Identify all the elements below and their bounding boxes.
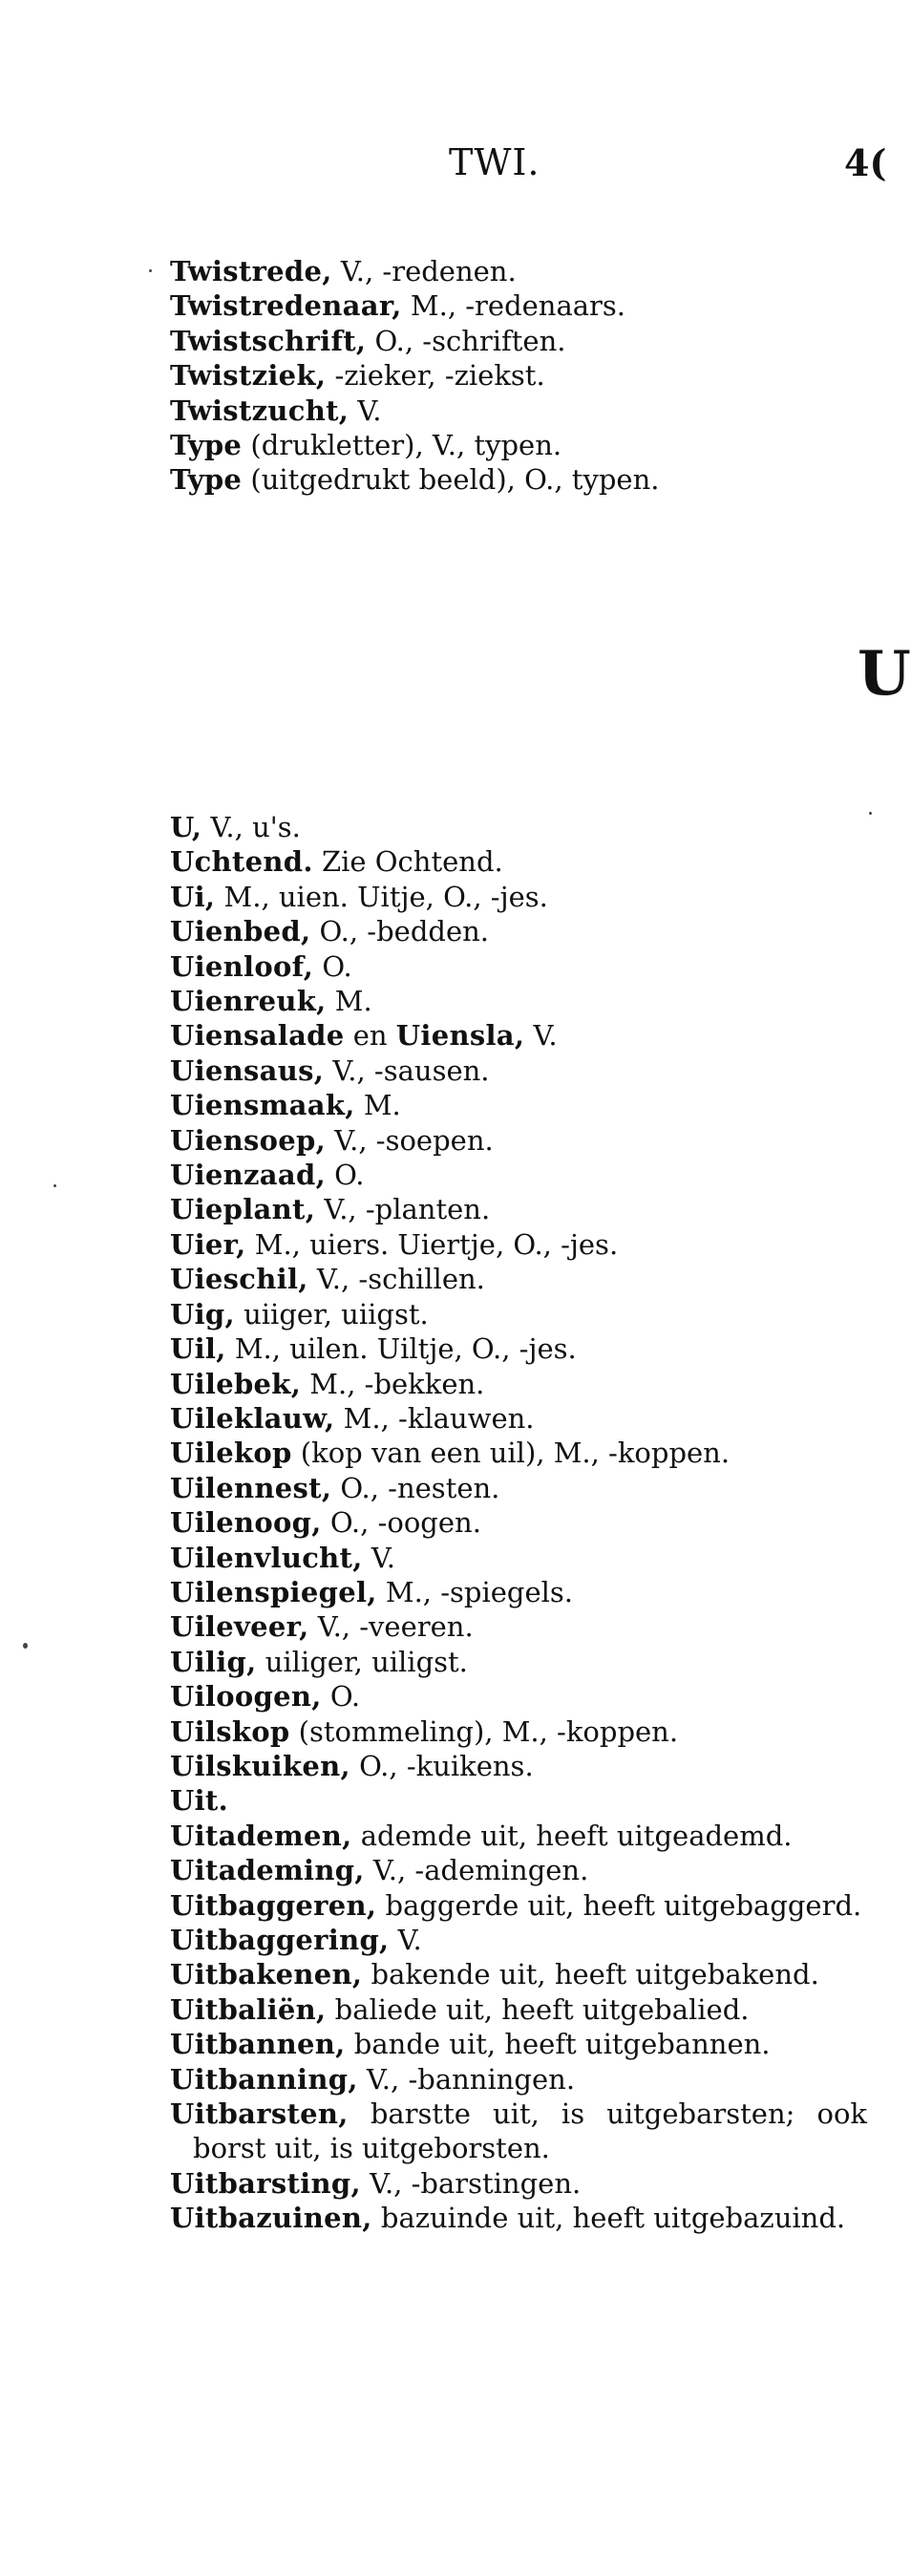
entry-headword: Uilebek, [170, 1367, 302, 1400]
entry-definition: bande uit, heeft uitgebannen. [345, 2028, 771, 2061]
dictionary-entry [170, 1888, 867, 1923]
dictionary-entry [170, 462, 867, 497]
entry-definition: M., uien. Uitje, O., -jes. [215, 880, 548, 913]
entry-headword: Uiensmaak, [170, 1089, 355, 1122]
entry-definition: O. [325, 1159, 365, 1192]
entry-definition: V., -soepen. [326, 1123, 494, 1157]
dictionary-entry [170, 1923, 867, 1957]
entry-definition: O. [313, 949, 352, 983]
entry-headword: Uilekop [170, 1437, 292, 1470]
entry-headword: Twistziek, [170, 359, 327, 393]
dictionary-entry [170, 949, 867, 984]
entry-definition: bakende uit, heeft uitgebakend. [362, 1958, 819, 1991]
section-letter: U [858, 638, 911, 710]
dictionary-entry [170, 1018, 867, 1053]
dictionary-entry [170, 1192, 867, 1226]
entry-definition: V. [389, 1924, 422, 1956]
dictionary-entry [170, 1331, 867, 1366]
entry-headword: Uileveer, [170, 1610, 309, 1644]
dictionary-entry [170, 1123, 867, 1158]
entry-definition: M., -spiegels. [376, 1575, 574, 1608]
entry-definition: V. [362, 1541, 395, 1574]
entry-headword: Uienbed, [170, 915, 311, 948]
dictionary-entry [170, 1992, 867, 2027]
entry-definition: V., -redenen. [331, 255, 517, 287]
entry-definition: M., -redenaars. [401, 289, 626, 323]
scan-speck [23, 1643, 28, 1649]
entry-definition: O., -kuikens. [350, 1749, 534, 1782]
entry-definition: O., -bedden. [310, 915, 490, 948]
entry-headword: Uitademing, [170, 1854, 365, 1887]
entry-headword: Uiensalade [170, 1019, 345, 1053]
entry-headword: Uig, [170, 1297, 235, 1331]
dictionary-entry [170, 1505, 867, 1540]
entry-definition: baliede uit, heeft uitgebalied. [326, 1992, 750, 2026]
entry-definition: V., -schillen. [307, 1263, 485, 1296]
dictionary-entry [170, 1645, 867, 1679]
dictionary-entry [170, 1471, 867, 1505]
entry-list-u [170, 810, 867, 2236]
dictionary-entry [170, 1819, 867, 1853]
entry-definition: baggerde uit, heeft uitgebaggerd. [376, 1888, 862, 1922]
entry-list-twi [170, 254, 867, 498]
scan-speck [149, 269, 152, 272]
entry-definition: bazuinde uit, heeft uitgebazuind. [371, 2202, 846, 2235]
entry-headword: Uitbazuinen, [170, 2202, 372, 2235]
entry-headword: Uitbaggering, [170, 1924, 390, 1956]
entry-headword: Uieplant, [170, 1193, 316, 1226]
dictionary-entry [170, 2027, 867, 2061]
scan-speck [869, 812, 872, 815]
entry-headword: Uitbaliën, [170, 1992, 327, 2026]
entry-definition: M., uilen. Uiltje, O., -jes. [225, 1332, 577, 1366]
dictionary-entry [170, 1957, 867, 1991]
dictionary-entry [170, 1436, 867, 1470]
dictionary-entry [170, 1297, 867, 1331]
running-header-title: TWI. [449, 141, 540, 183]
entry-definition: uiiger, uiigst. [234, 1297, 429, 1331]
entry-headword: Uienzaad, [170, 1159, 326, 1192]
dictionary-entry [170, 1679, 867, 1714]
entry-definition: V., -planten. [315, 1193, 491, 1226]
entry-headword: Uienreuk, [170, 985, 327, 1018]
entry-headword-alt: Uiensla, [395, 1019, 525, 1053]
entry-headword: Uilig, [170, 1645, 257, 1678]
entry-headword: Uitademen, [170, 1819, 352, 1852]
entry-definition-alt: V. [524, 1019, 558, 1053]
entry-definition: M. [354, 1089, 401, 1122]
entry-definition: M., -klauwen. [334, 1401, 535, 1435]
entry-headword: Uilennest, [170, 1471, 332, 1504]
entry-definition: (stommeling), M., -koppen. [289, 1714, 679, 1748]
entry-definition: M. [326, 985, 372, 1018]
dictionary-entry [170, 1853, 867, 1887]
entry-headword: Uilenoog, [170, 1506, 322, 1540]
dictionary-entry [170, 394, 867, 428]
entry-definition: O., -schriften. [366, 324, 566, 357]
entry-headword: Uilskuiken, [170, 1749, 350, 1782]
entry-definition: V., -ademingen. [364, 1854, 589, 1887]
entry-headword: Uitbarsten, [170, 2097, 349, 2131]
entry-definition: V., -sausen. [324, 1054, 490, 1087]
entry-headword: U, [170, 811, 202, 843]
dictionary-entry [170, 1714, 867, 1749]
entry-headword: Uchtend. [170, 845, 313, 879]
entry-headword: Uilenspiegel, [170, 1575, 377, 1608]
entry-headword: Uilenvlucht, [170, 1541, 363, 1574]
dictionary-entry [170, 2201, 867, 2235]
dictionary-entry [170, 1609, 867, 1644]
entry-headword: Uitbarsting, [170, 2166, 361, 2200]
dictionary-entry [170, 1054, 867, 1088]
entry-definition: en [344, 1019, 396, 1053]
entry-definition: (kop van een uil), M., -koppen. [291, 1437, 731, 1470]
entry-definition: -zieker, -ziekst. [326, 359, 545, 393]
page-number: 4( [844, 141, 887, 184]
dictionary-entry [170, 428, 867, 462]
entry-definition: barstte uit, is uitgebarsten; ook borst uit, is uitgeborsten. [193, 2097, 867, 2165]
dictionary-entry [170, 358, 867, 393]
entry-headword: Uil, [170, 1332, 226, 1366]
dictionary-entry [170, 324, 867, 358]
entry-definition: V., -veeren. [308, 1610, 474, 1644]
entry-definition: uiliger, uiligst. [256, 1645, 468, 1678]
entry-definition: M., -bekken. [301, 1367, 485, 1400]
entry-headword: Type [170, 429, 243, 462]
entry-headword: Uiloogen, [170, 1680, 322, 1714]
entry-headword: Uitbannen, [170, 2028, 346, 2061]
dictionary-entry [170, 1367, 867, 1401]
entry-definition: O. [321, 1680, 361, 1714]
entry-definition: V., -banningen. [357, 2062, 576, 2096]
entry-headword: Uiensaus, [170, 1054, 325, 1087]
entry-headword: Uilskop [170, 1714, 290, 1748]
entry-definition: O., -oogen. [321, 1506, 481, 1540]
dictionary-entry [170, 288, 867, 323]
dictionary-entry [170, 984, 867, 1018]
entry-definition: ademde uit, heeft uitgeademd. [351, 1819, 793, 1852]
entry-headword: Uitbakenen, [170, 1958, 363, 1991]
entry-headword: Twistredenaar, [170, 289, 402, 323]
dictionary-entry [170, 2062, 867, 2097]
entry-headword: Uier, [170, 1227, 246, 1261]
entry-headword: Twistzucht, [170, 394, 350, 427]
dictionary-entry [170, 1158, 867, 1192]
entry-definition: (drukletter), V., typen. [242, 429, 562, 462]
entry-definition: M., uiers. Uiertje, O., -jes. [245, 1227, 619, 1261]
dictionary-entry [170, 1088, 867, 1122]
entry-headword: Ui, [170, 880, 216, 913]
dictionary-entry [170, 1262, 867, 1296]
entry-definition: V., u's. [201, 811, 301, 843]
entry-headword: Uit. [170, 1784, 228, 1818]
entry-definition: V. [349, 394, 382, 427]
entry-headword: Uienloof, [170, 949, 314, 983]
entry-headword: Uitbanning, [170, 2062, 358, 2096]
entry-headword: Uiensoep, [170, 1123, 327, 1157]
entry-headword: Twistrede, [170, 255, 332, 287]
dictionary-entry [170, 2097, 867, 2166]
entry-headword: Type [170, 463, 243, 497]
dictionary-entry [170, 1401, 867, 1436]
entry-headword: Uitbaggeren, [170, 1888, 377, 1922]
entry-headword: Uileklauw, [170, 1401, 335, 1435]
entry-definition: V., -barstingen. [360, 2166, 582, 2200]
dictionary-entry [170, 880, 867, 914]
dictionary-entry [170, 844, 867, 879]
dictionary-entry [170, 1749, 867, 1783]
dictionary-entry [170, 2166, 867, 2201]
entry-definition: O., -nesten. [331, 1471, 500, 1504]
entry-headword: Uieschil, [170, 1263, 308, 1296]
entry-definition: Zie Ochtend. [312, 845, 503, 879]
dictionary-entry [170, 1575, 867, 1609]
entry-definition: (uitgedrukt beeld), O., typen. [242, 463, 660, 497]
dictionary-entry [170, 254, 867, 288]
dictionary-entry [170, 1227, 867, 1262]
dictionary-entry [170, 1783, 867, 1818]
dictionary-entry [170, 1541, 867, 1575]
scan-speck [53, 1184, 56, 1187]
dictionary-entry [170, 810, 867, 844]
entry-headword: Twistschrift, [170, 324, 367, 357]
dictionary-entry [170, 914, 867, 948]
